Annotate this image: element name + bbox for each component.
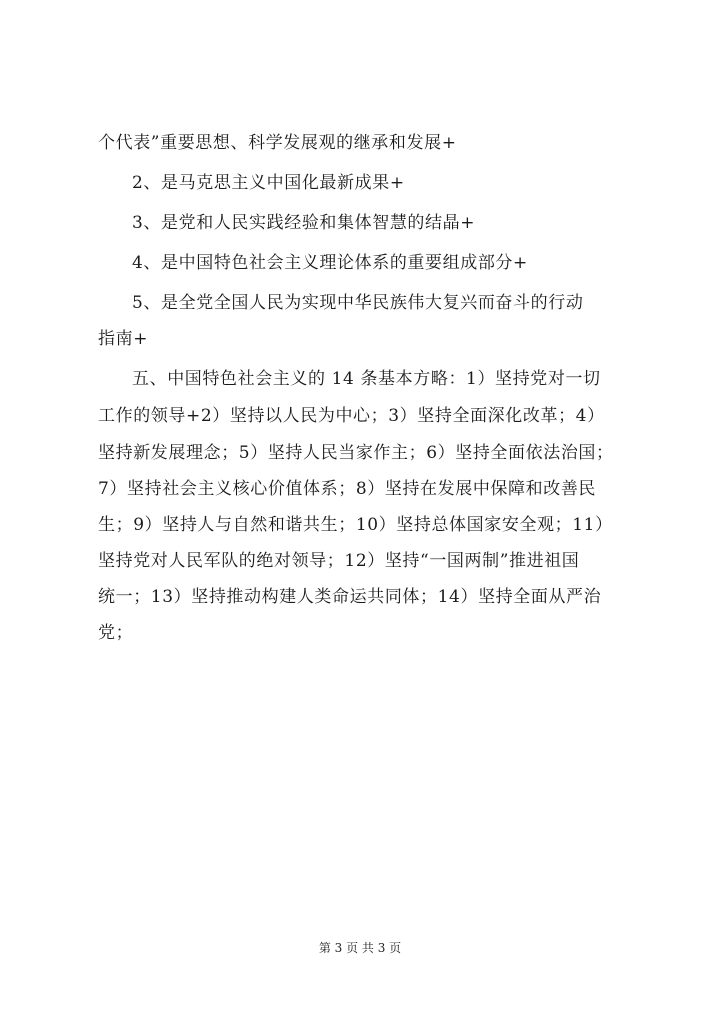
list-item-4: 4、是中国特色社会主义理论体系的重要组成部分+ (132, 253, 528, 273)
list-item-5: 5、是全党全国人民为实现中华民族伟大复兴而奋斗的行动 (132, 293, 584, 313)
list-item-5-continued: 指南+ (98, 329, 149, 349)
section-five-line-8: 党； (98, 623, 134, 643)
list-item-3: 3、是党和人民实践经验和集体智慧的结晶+ (132, 213, 476, 233)
page-footer (0, 940, 720, 956)
section-five-line-6: 坚持党对人民军队的绝对领导；12）坚持“一国两制”推进祖国 (98, 551, 580, 571)
section-five-line-2: 工作的领导+2）坚持以人民为中心；3）坚持全面深化改革；4） (98, 406, 605, 426)
page-number-label: 第 3 页 共 3 页 (318, 941, 402, 955)
section-five-line-4: 7）坚持社会主义核心价值体系；8）坚持在发展中保障和改善民 (98, 479, 597, 499)
section-five-line-3: 坚持新发展理念；5）坚持人民当家作主；6）坚持全面依法治国； (98, 443, 614, 463)
section-five-heading: 五、中国特色社会主义的 14 条基本方略：1）坚持党对一切 (132, 369, 601, 389)
list-item-2: 2、是马克思主义中国化最新成果+ (132, 173, 405, 193)
section-five-line-5: 生；9）坚持人与自然和谐共生；10）坚持总体国家安全观；11） (98, 515, 613, 535)
text-line-1: 个代表”重要思想、科学发展观的继承和发展+ (98, 133, 457, 153)
section-five-line-7: 统一；13）坚持推动构建人类命运共同体；14）坚持全面从严治 (98, 587, 602, 607)
